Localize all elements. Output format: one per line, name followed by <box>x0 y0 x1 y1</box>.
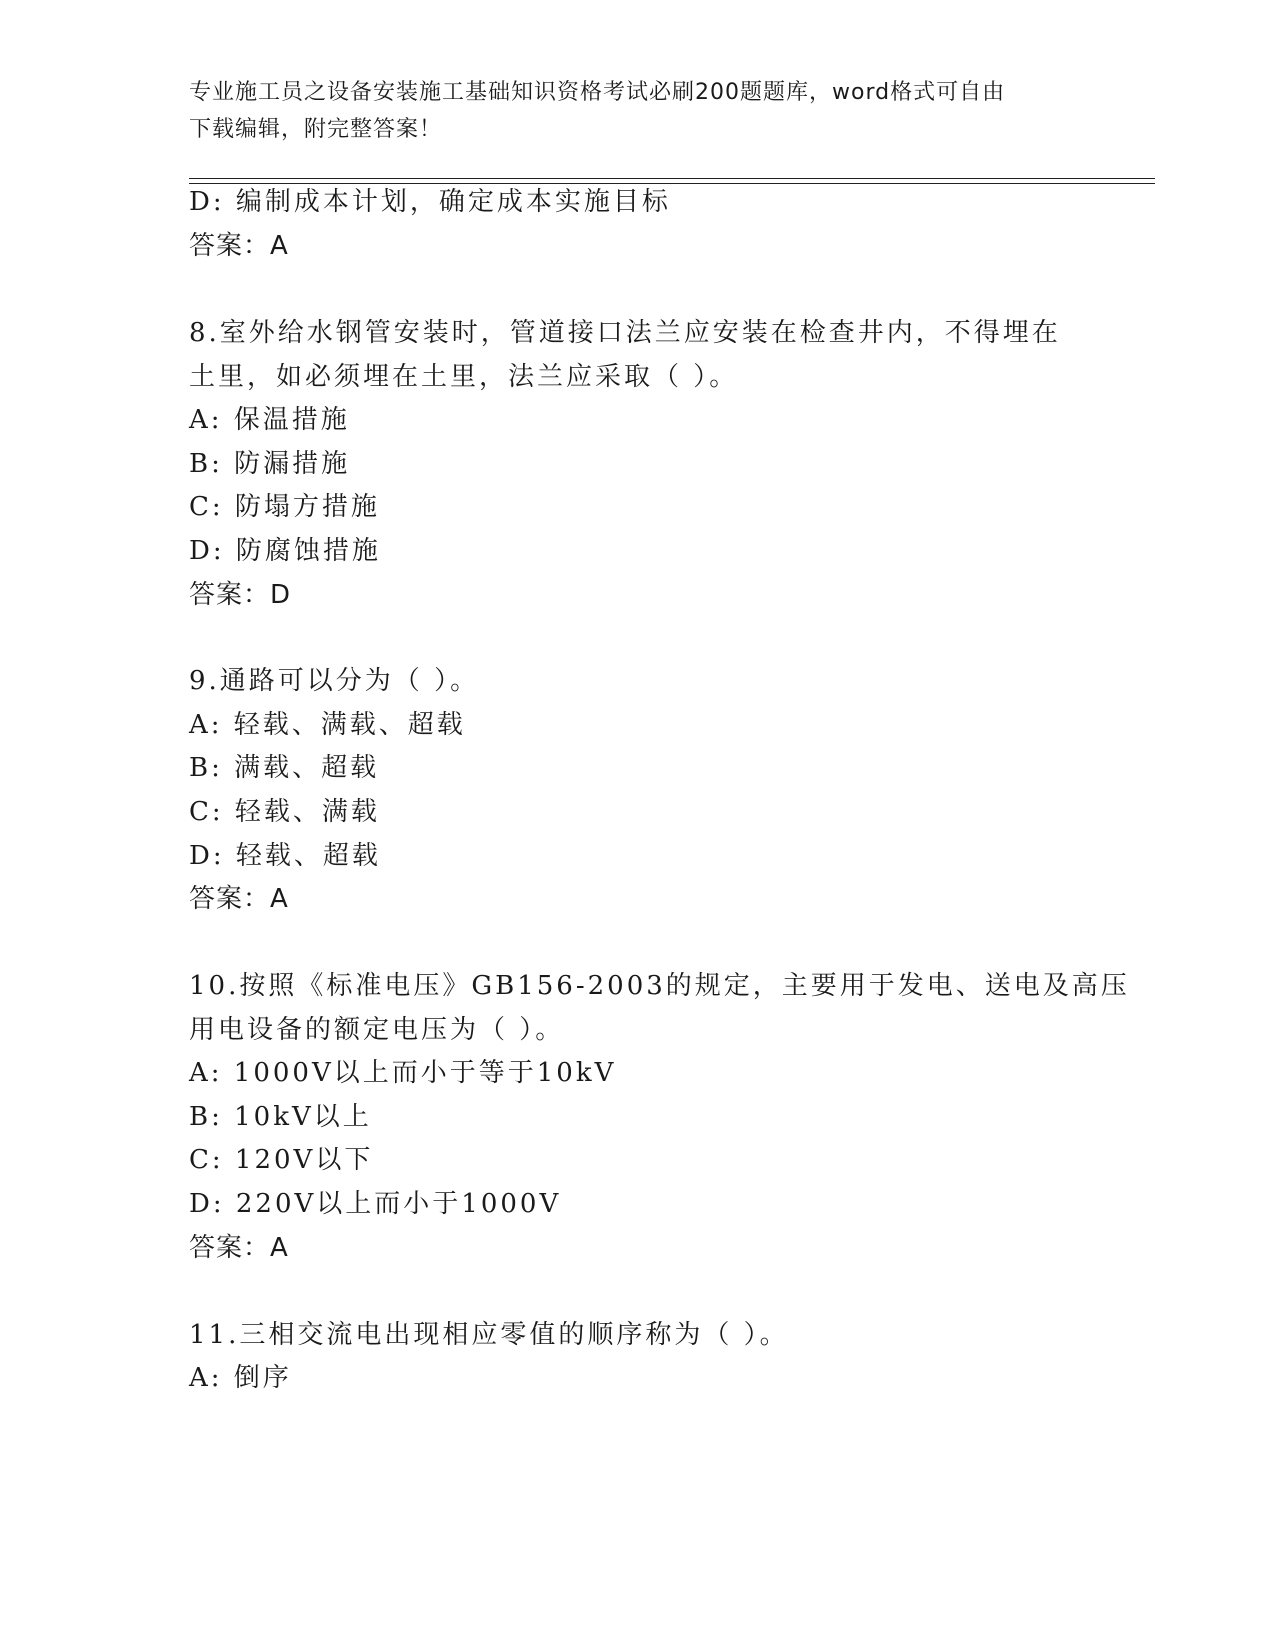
q8-text-line-2: 土里，如必须埋在土里，法兰应采取（ ）。 <box>189 362 739 392</box>
q8-text-line-1: 8.室外给水钢管安装时，管道接口法兰应安装在检查井内，不得埋在 <box>189 318 1061 348</box>
q8-option-b: B: 防漏措施 <box>189 449 351 479</box>
prev-question-answer: 答案：A <box>189 231 289 261</box>
prev-question-option-d: D: 编制成本计划，确定成本实施目标 <box>189 187 671 217</box>
q10-answer: 答案：A <box>189 1233 289 1263</box>
q11-option-a: A: 倒序 <box>189 1363 292 1393</box>
q8-answer: 答案：D <box>189 580 292 610</box>
q9-text: 9.通路可以分为（ ）。 <box>189 666 480 696</box>
q8-option-d: D: 防腐蚀措施 <box>189 536 381 566</box>
q9-option-b: B: 满载、超载 <box>189 753 380 783</box>
q10-text-line-2: 用电设备的额定电压为（ ）。 <box>189 1015 565 1045</box>
q9-option-d: D: 轻载、超载 <box>189 841 381 871</box>
q8-option-c: C: 防塌方措施 <box>189 492 380 522</box>
q8-option-a: A: 保温措施 <box>189 405 350 435</box>
q11-text: 11.三相交流电出现相应零值的顺序称为（ ）。 <box>189 1320 789 1350</box>
q10-option-a: A: 1000V以上而小于等于10kV <box>189 1058 617 1088</box>
q10-option-c: C: 120V以下 <box>189 1145 374 1175</box>
q10-option-b: B: 10kV以上 <box>189 1102 372 1132</box>
q10-text-line-1: 10.按照《标准电压》GB156-2003的规定，主要用于发电、送电及高压 <box>189 971 1130 1001</box>
header-divider-top <box>189 178 1155 179</box>
header-line-2: 下载编辑，附完整答案！ <box>189 117 443 142</box>
q10-option-d: D: 220V以上而小于1000V <box>189 1189 562 1219</box>
q9-option-c: C: 轻载、满载 <box>189 797 380 827</box>
document-header <box>189 74 1089 148</box>
header-line-1: 专业施工员之设备安装施工基础知识资格考试必刷200题题库，word格式可自由 <box>189 80 1006 105</box>
q9-answer: 答案：A <box>189 884 289 914</box>
header-divider-bottom <box>189 183 1155 184</box>
q9-option-a: A: 轻载、满载、超载 <box>189 710 466 740</box>
